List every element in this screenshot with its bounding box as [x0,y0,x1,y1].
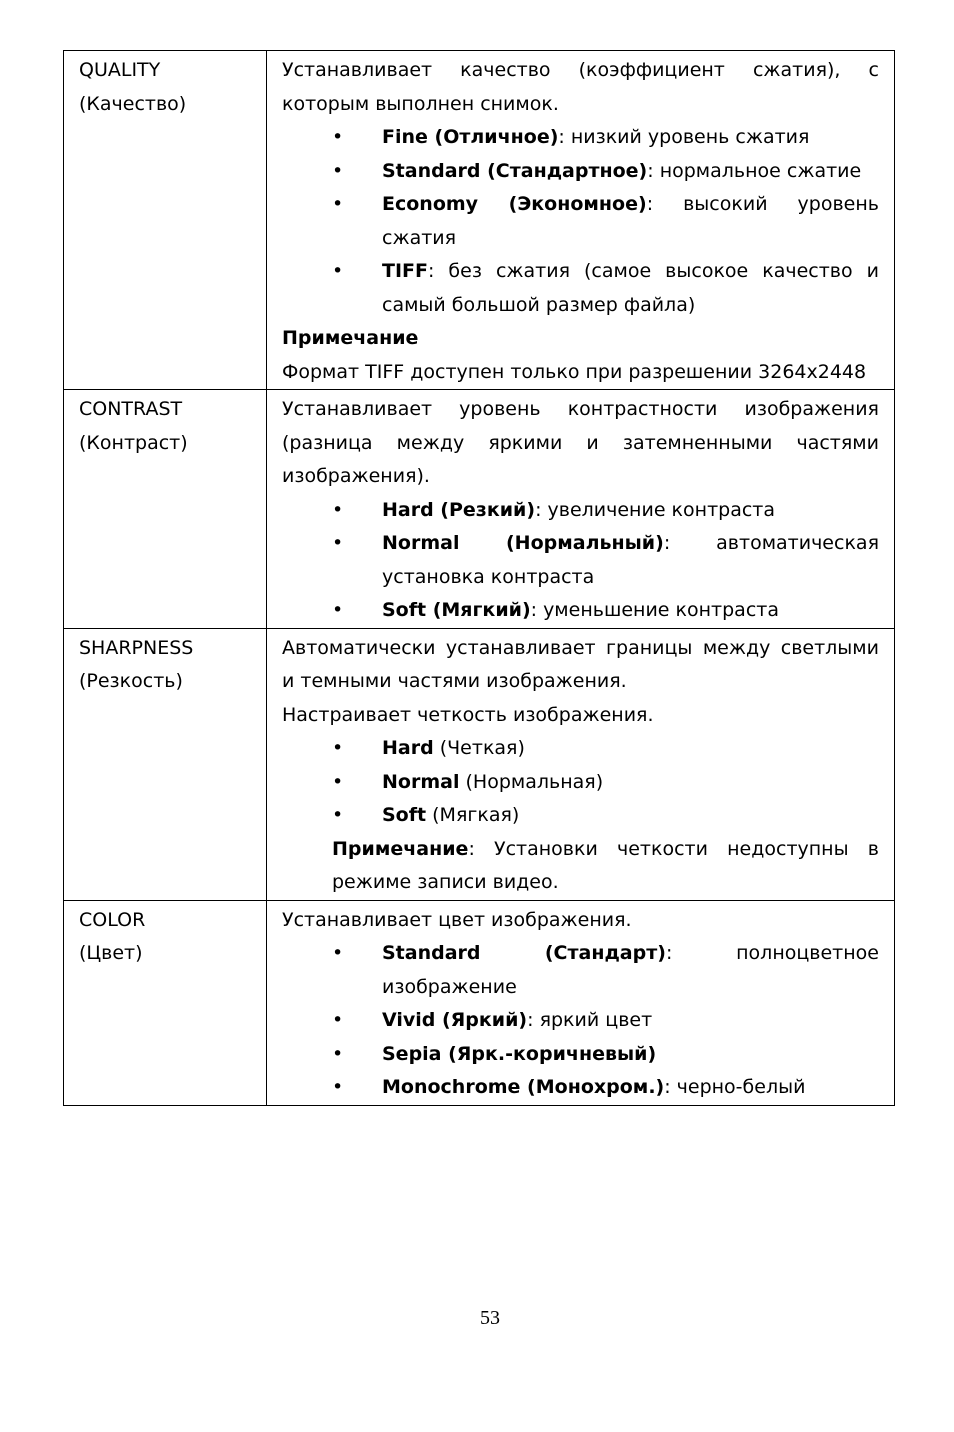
option-term: Soft (Мягкий) [382,599,531,621]
option-term: Hard [382,737,434,759]
option-term: Monochrome (Монохром.) [382,1076,665,1098]
option-description: : низкий уровень сжатия [558,126,810,148]
description-cell [267,628,895,900]
note-text: Формат TIFF доступен только при разрешении 3264x2448 [282,360,867,383]
option-description: : черно-белый [664,1076,806,1098]
list-item [382,255,879,322]
list-item [382,594,879,628]
list-item [382,188,879,255]
settings-table [63,50,895,1106]
list-item [382,121,879,155]
option-term: Vivid (Яркий) [382,1009,528,1031]
option-description: : уменьшение контраста [530,599,779,621]
list-item [382,799,879,833]
param-cell [64,51,267,390]
param-cell [64,900,267,1105]
description-text: Автоматически устанавливает границы между светлыми и темными частями изображения. [282,636,879,692]
description-text: Устанавливает цвет изображения. [282,908,632,931]
description-cell [267,51,895,390]
option-description: (Нормальная) [459,770,604,793]
option-list [282,121,879,322]
option-description: : яркий цвет [527,1009,653,1031]
list-item [382,732,879,766]
list-item [382,766,879,800]
param-name: COLOR [79,908,146,931]
description-cell [267,390,895,629]
param-name-ru: (Резкость) [79,670,183,692]
option-description: : увеличение контраста [535,498,775,521]
option-term: Economy (Экономное) [382,193,647,215]
param-name: SHARPNESS [79,636,194,659]
option-term: Standard (Стандарт) [382,942,666,964]
param-name-ru: (Контраст) [79,431,188,454]
option-description: : полноцветное изображение [382,942,879,998]
option-description: : высокий уровень сжатия [382,193,879,249]
list-item [382,527,879,594]
option-term: Soft [382,804,427,826]
option-term: Standard (Стандартное) [382,159,648,182]
option-list [282,494,879,628]
option-list [282,732,879,833]
option-description: : без сжатия (самое высокое качество и самый большой размер файла) [382,260,879,316]
list-item [382,1071,879,1105]
description-cell [267,900,895,1105]
description-text: Устанавливает уровень контрастности изображения (разница между яркими и затемненными частями изображения). [282,398,879,487]
list-item [382,1004,879,1038]
option-term: Normal [382,770,460,793]
param-name: CONTRAST [79,398,183,420]
table-row [64,51,895,390]
list-item [382,155,879,189]
param-cell [64,390,267,629]
option-term: Normal (Нормальный) [382,532,664,554]
list-item [382,937,879,1004]
param-cell [64,628,267,900]
param-name: QUALITY [79,59,161,81]
option-description: : нормальное сжатие [647,159,862,182]
list-item [382,494,879,528]
param-name-ru: (Качество) [79,92,187,115]
option-list [282,937,879,1105]
table-row [64,900,895,1105]
option-term: Sepia (Ярк.-коричневый) [382,1042,657,1065]
note-title: Примечание [282,327,419,349]
description-text: Устанавливает качество (коэффициент сжатия), с которым выполнен снимок. [282,59,879,115]
option-description: (Четкая) [433,737,525,759]
note-text: : Установки четкости недоступны в режиме записи видео. [332,837,879,893]
param-name-ru: (Цвет) [79,942,143,964]
option-description: (Мягкая) [426,804,520,826]
option-term: TIFF [382,260,428,282]
option-term: Hard (Резкий) [382,498,536,521]
note-title: Примечание [332,837,469,860]
description-text: Настраивает четкость изображения. [282,703,654,726]
table-row [64,390,895,629]
list-item [382,1038,879,1072]
page-number: 53 [480,1307,500,1329]
table-row [64,628,895,900]
option-term: Fine (Отличное) [382,126,559,148]
note [282,833,879,900]
option-description: : автоматическая установка контраста [382,532,879,588]
